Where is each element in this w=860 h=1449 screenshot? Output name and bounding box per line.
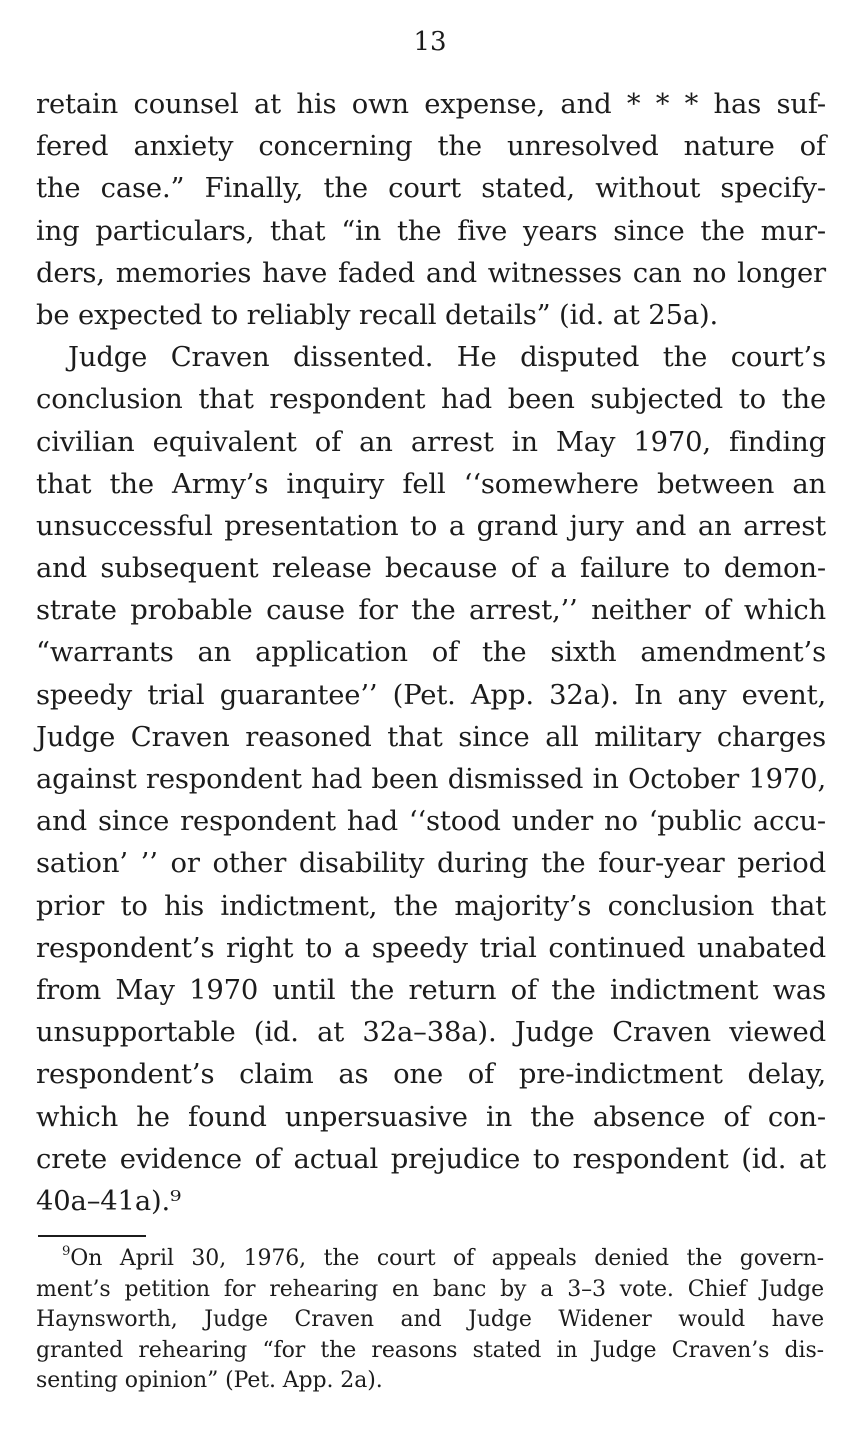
text-line: strate probable cause for the arrest,’’ neither of which xyxy=(36,595,826,627)
text-line: conclusion that respondent had been subjected to the xyxy=(36,384,826,416)
text-line: Judge Craven dissented. He disputed the court’s xyxy=(68,342,826,374)
text-line: prior to his indictment, the majority’s conclusion that xyxy=(36,890,826,922)
text-line: sation’ ’’ or other disability during the four-year period xyxy=(36,848,826,880)
text-line: respondent’s claim as one of pre-indictment delay, xyxy=(36,1059,826,1091)
footnote-line xyxy=(36,1244,824,1275)
text-line: the case.” Finally, the court stated, without specify- xyxy=(36,173,826,205)
footnote-marker: 9 xyxy=(62,1244,71,1260)
text-line: unsuccessful presentation to a grand jury and an arrest xyxy=(36,510,826,542)
page-number: 13 xyxy=(413,27,447,57)
text-line: which he found unpersuasive in the absence of con- xyxy=(36,1101,826,1133)
footnote-divider xyxy=(38,1235,146,1237)
text-line: crete evidence of actual prejudice to respondent (id. at xyxy=(36,1143,826,1175)
text-line: that the Army’s inquiry fell ‘‘somewhere between an xyxy=(36,468,826,500)
text-line: Judge Craven reasoned that since all military charges xyxy=(36,721,826,753)
text-line: civilian equivalent of an arrest in May 1970, finding xyxy=(36,426,826,458)
text-line: against respondent had been dismissed in October 1970, xyxy=(36,764,826,795)
text-line: fered anxiety concerning the unresolved nature of xyxy=(36,131,826,163)
footnote-line: senting opinion” (Pet. App. 2a). xyxy=(36,1368,383,1393)
text-line: and subsequent release because of a failure to demon- xyxy=(36,553,826,585)
text-line: 40a–41a).⁹ xyxy=(36,1185,181,1217)
text-line: unsupportable (id. at 32a–38a). Judge Craven viewed xyxy=(36,1017,826,1049)
footnote-line: ment’s petition for rehearing en banc by a 3–3 vote. Chief Judge xyxy=(36,1276,824,1302)
text-line: and since respondent had ‘‘stood under no ‘public accu- xyxy=(36,806,826,838)
text-line: speedy trial guarantee’’ (Pet. App. 32a). In any event, xyxy=(36,679,826,711)
text-line: ing particulars, that “in the five years since the mur- xyxy=(36,215,826,247)
text-line: retain counsel at his own expense, and * * * has suf- xyxy=(36,89,826,120)
text-line: “warrants an application of the sixth amendment’s xyxy=(36,637,826,669)
text-line: be expected to reliably recall details” (id. at 25a). xyxy=(36,299,719,331)
text-line: ders, memories have faded and witnesses can no longer xyxy=(36,257,826,289)
footnote-text: On April 30, 1976, the court of appeals denied the govern- xyxy=(70,1246,824,1271)
footnote-line: granted rehearing “for the reasons stated in Judge Craven’s dis- xyxy=(36,1337,824,1363)
text-line: respondent’s right to a speedy trial continued unabated xyxy=(36,932,826,964)
body-text xyxy=(36,84,826,1223)
footnote-line: Haynsworth, Judge Craven and Judge Widener would have xyxy=(36,1307,824,1332)
text-line: from May 1970 until the return of the indictment was xyxy=(36,974,826,1006)
footnote xyxy=(36,1244,824,1397)
